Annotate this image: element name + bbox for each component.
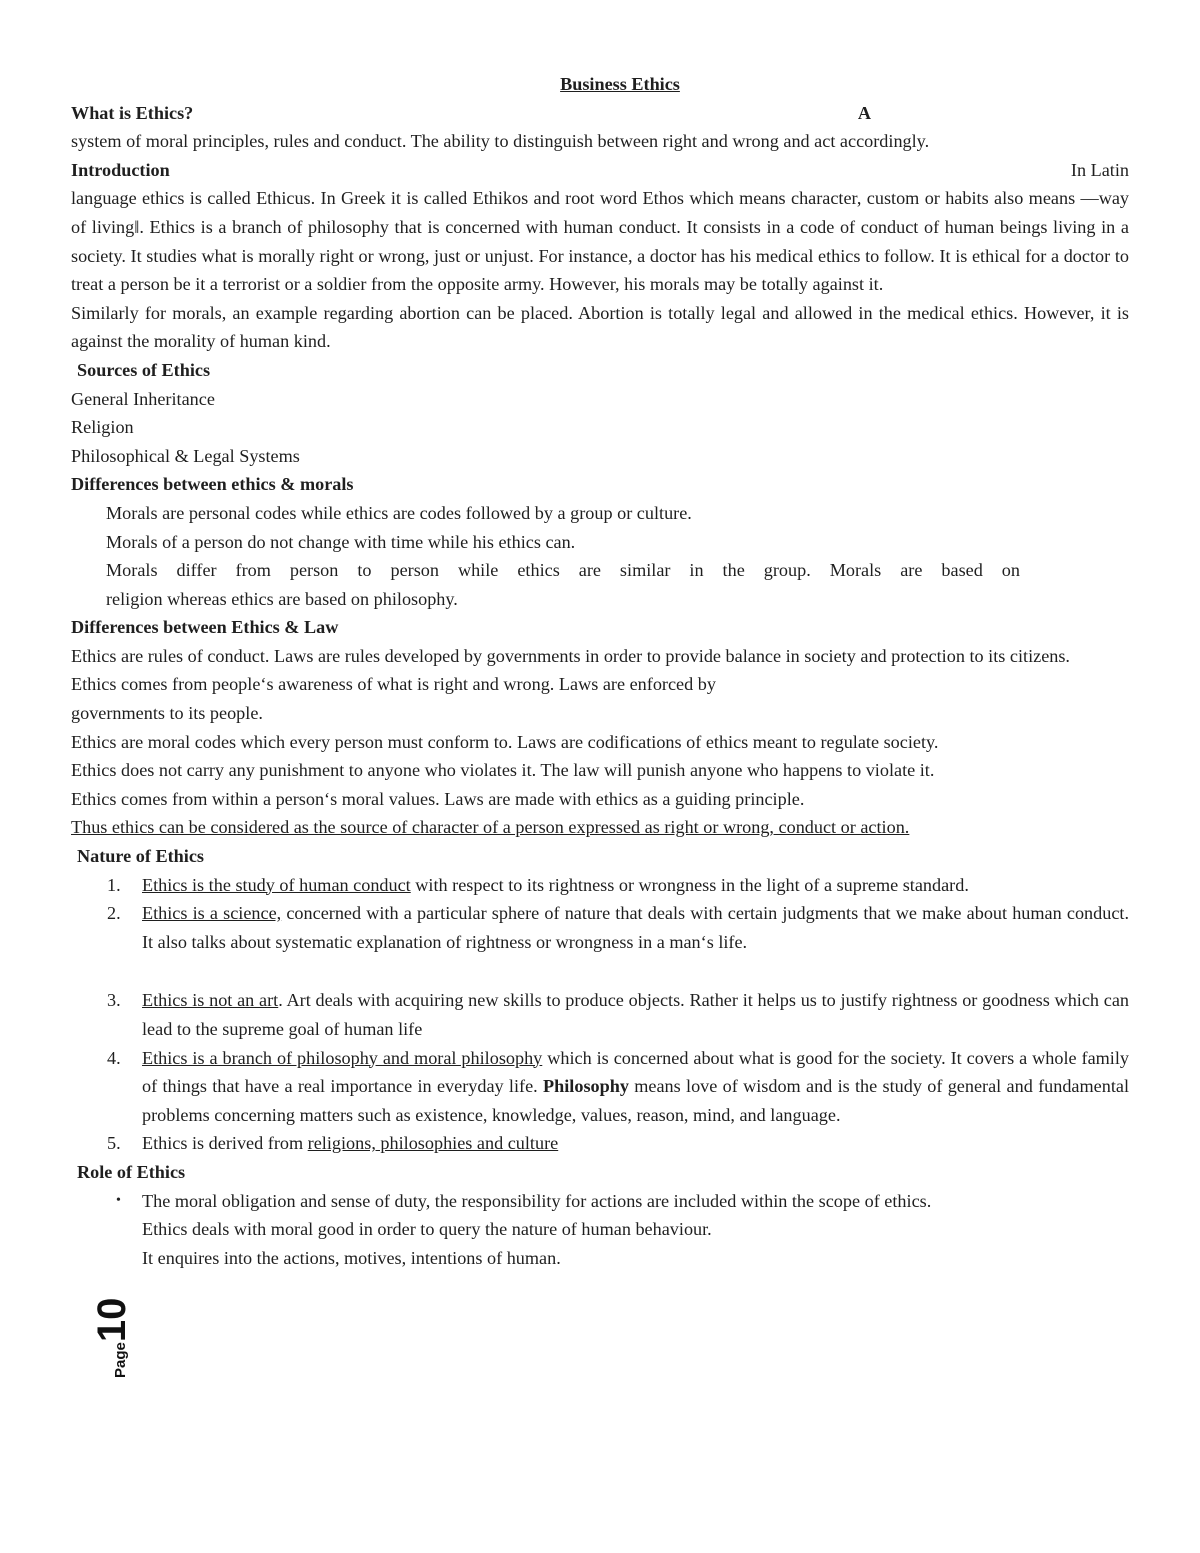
list-number: 3. xyxy=(107,990,121,1011)
intro-paragraph: language ethics is called Ethicus. In Greek it is called Ethikos and root word Ethos which means character, custom or habits also means ―way of living‖. Ethics is a branch of philosophy that is concerned with human conduct. It consists in a code of conduct of human beings living in a society. It studies what is morally right or wrong, just or unjust. For instance, a doctor has his medical ethics to follow. It is ethical for a doctor to treat a person be it a terrorist or a soldier from the opposite army. However, his morals may be totally against it. xyxy=(71,188,1129,295)
list-number: 1. xyxy=(107,874,121,895)
bullet-icon: • xyxy=(116,1192,121,1208)
diff-law-line: Ethics does not carry any punishment to anyone who violates it. The law will punish anyone who happens to violate it. xyxy=(71,760,935,781)
diff-morals-line: Morals of a person do not change with time while his ethics can. xyxy=(106,531,576,552)
sources-item: Religion xyxy=(71,417,134,438)
list-number: 2. xyxy=(107,903,121,924)
diff-law-conclusion: Thus ethics can be considered as the source of character of a person expressed as right or wrong, conduct or action. xyxy=(71,817,910,838)
nature-list xyxy=(71,871,1129,1158)
intro-heading-row xyxy=(71,156,1129,185)
sources-item: General Inheritance xyxy=(71,388,215,409)
nature-heading: Nature of Ethics xyxy=(77,846,204,867)
list-item xyxy=(71,899,1129,956)
diff-morals-heading: Differences between ethics & morals xyxy=(71,474,354,495)
list-item-text: means love of wisdom and is the study of general and fundamental problems concerning matters such as existence, knowledge, values, reason, mind, and language. xyxy=(142,1076,1129,1125)
list-number: 5. xyxy=(107,1133,121,1154)
diff-law-line: Ethics comes from people‘s awareness of what is right and wrong. Laws are enforced by xyxy=(71,674,716,695)
list-spacer xyxy=(71,956,1129,986)
diff-morals-line: religion whereas ethics are based on philosophy. xyxy=(106,588,458,609)
diff-law-heading: Differences between Ethics & Law xyxy=(71,617,339,638)
diff-law-line: Ethics are moral codes which every person must conform to. Laws are codifications of ethics meant to regulate society. xyxy=(71,731,939,752)
list-item xyxy=(71,1044,1129,1130)
diff-law-paragraph: Ethics are rules of conduct. Laws are rules developed by governments in order to provide balance in society and protection to its citizens. xyxy=(71,645,1070,666)
intro-paragraph-2: Similarly for morals, an example regarding abortion can be placed. Abortion is totally legal and allowed in the medical ethics. However, it is against the morality of human kind. xyxy=(71,302,1129,352)
what-is-heading: What is Ethics? xyxy=(71,102,194,123)
list-item xyxy=(71,986,1129,1043)
list-item xyxy=(71,1215,1129,1244)
page-word: Page xyxy=(112,1342,129,1378)
list-item-text: with respect to its rightness or wrongness in the light of a supreme standard. xyxy=(410,874,969,895)
intro-heading: Introduction xyxy=(71,159,170,180)
document-body xyxy=(71,70,1129,1272)
role-list xyxy=(71,1187,1129,1273)
list-item xyxy=(71,1244,1129,1273)
list-item-text: It enquires into the actions, motives, intentions of human. xyxy=(142,1247,561,1268)
role-heading: Role of Ethics xyxy=(77,1161,186,1182)
page-number: 10 xyxy=(90,1297,134,1343)
list-item-underlined: Ethics is not an art xyxy=(142,990,279,1011)
sources-heading: Sources of Ethics xyxy=(77,359,211,380)
list-item-underlined: Ethics is a branch of philosophy and moral philosophy xyxy=(142,1047,543,1068)
what-is-heading-row xyxy=(71,99,1129,128)
intro-lead: In Latin xyxy=(1070,159,1129,180)
list-item-text: concerned with a particular sphere of nature that deals with certain judgments that we make about human conduct. It also talks about systematic explanation of rightness or wrongness in a man‘s life. xyxy=(142,903,1129,952)
what-is-lead: A xyxy=(857,102,871,123)
list-item-text: which is concerned about what is good for the society. It covers a whole family of things that have a real importance in everyday life. xyxy=(142,1047,1129,1097)
sources-item: Philosophical & Legal Systems xyxy=(71,445,300,466)
list-item xyxy=(71,1129,1129,1158)
list-item-underlined: Ethics is a science, xyxy=(142,903,282,924)
list-item-text: Ethics is derived from xyxy=(142,1133,308,1154)
list-item xyxy=(71,1187,1129,1216)
list-item-underlined: religions, philosophies and culture xyxy=(307,1133,559,1154)
diff-law-line: Ethics comes from within a person‘s moral values. Laws are made with ethics as a guiding principle. xyxy=(71,788,805,809)
list-number: 4. xyxy=(107,1047,121,1068)
document-title: Business Ethics xyxy=(560,74,680,94)
list-item-bold: Philosophy xyxy=(543,1076,629,1097)
list-item-text: The moral obligation and sense of duty, the responsibility for actions are included within the scope of ethics. xyxy=(142,1190,932,1211)
diff-morals-line: Morals are personal codes while ethics are codes followed by a group or culture. xyxy=(106,502,692,523)
list-item-text: . Art deals with acquiring new skills to produce objects. Rather it helps us to justify rightness or goodness which can lead to the supreme goal of human life xyxy=(142,990,1129,1039)
what-is-text: system of moral principles, rules and conduct. The ability to distinguish between right and wrong and act accordingly. xyxy=(71,131,930,152)
diff-law-line: governments to its people. xyxy=(71,703,263,724)
list-item-underlined: Ethics is the study of human conduct xyxy=(142,874,411,895)
diff-morals-line: Morals differ from person to person while ethics are similar in the group. Morals are based on xyxy=(106,560,1020,581)
list-item-text: Ethics deals with moral good in order to query the nature of human behaviour. xyxy=(142,1219,712,1240)
list-item xyxy=(71,871,1129,900)
page-number-label xyxy=(90,1298,135,1378)
